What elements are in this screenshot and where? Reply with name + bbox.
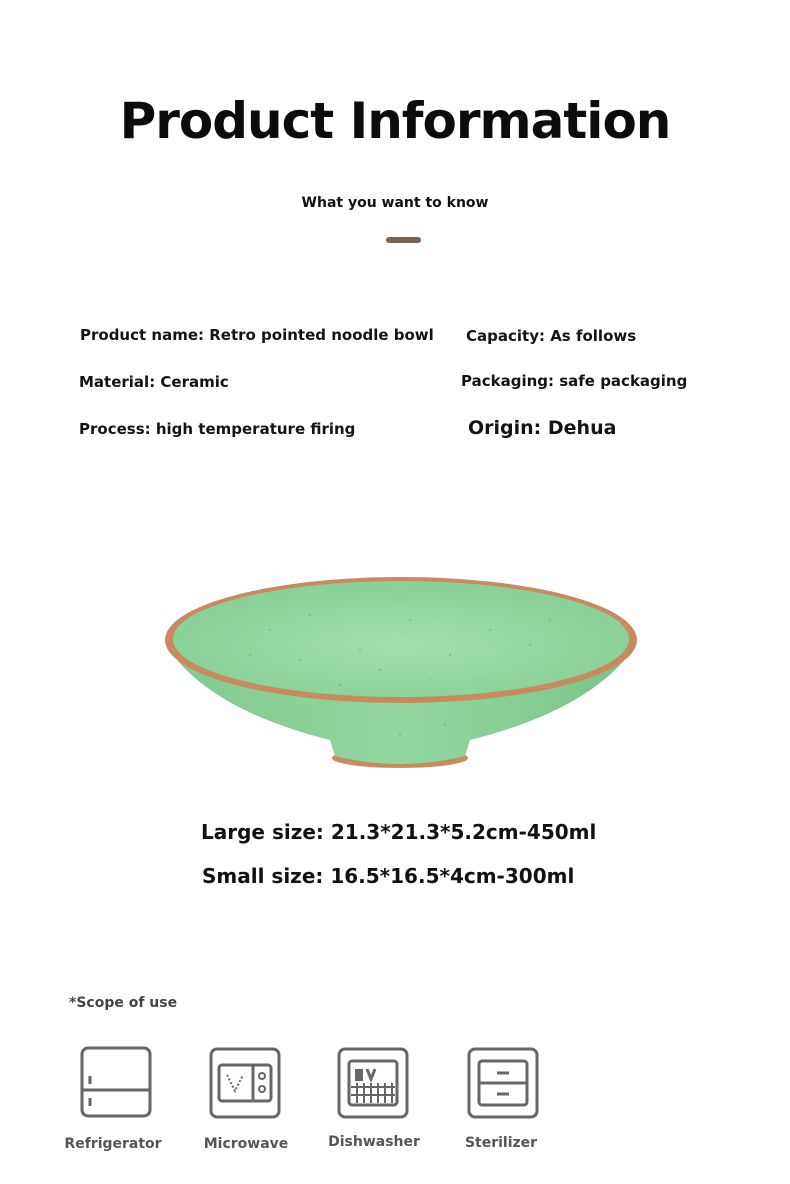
title-divider (386, 237, 421, 243)
scope-label-dishwasher: Dishwasher (328, 1134, 420, 1150)
spec-material: Material: Ceramic (79, 373, 229, 391)
spec-packaging: Packaging: safe packaging (461, 372, 688, 390)
scope-label-refrigerator: Refrigerator (64, 1136, 162, 1152)
spec-origin: Origin: Dehua (468, 417, 617, 439)
bowl-image (150, 560, 650, 785)
size-small: Small size: 16.5*16.5*4cm-300ml (202, 864, 575, 888)
scope-label-sterilizer: Sterilizer (464, 1135, 538, 1151)
spec-capacity: Capacity: As follows (466, 327, 637, 345)
microwave-icon (209, 1047, 281, 1119)
refrigerator-icon (80, 1046, 152, 1118)
sterilizer-icon (467, 1047, 539, 1119)
spec-product-name: Product name: Retro pointed noodle bowl (80, 326, 434, 344)
page-title: Product Information (119, 92, 671, 150)
dishwasher-icon (337, 1047, 409, 1119)
page-subtitle: What you want to know (301, 195, 489, 211)
size-large: Large size: 21.3*21.3*5.2cm-450ml (201, 820, 597, 844)
spec-process: Process: high temperature firing (79, 420, 356, 438)
scope-heading: *Scope of use (69, 995, 178, 1011)
scope-label-microwave: Microwave (203, 1136, 289, 1152)
